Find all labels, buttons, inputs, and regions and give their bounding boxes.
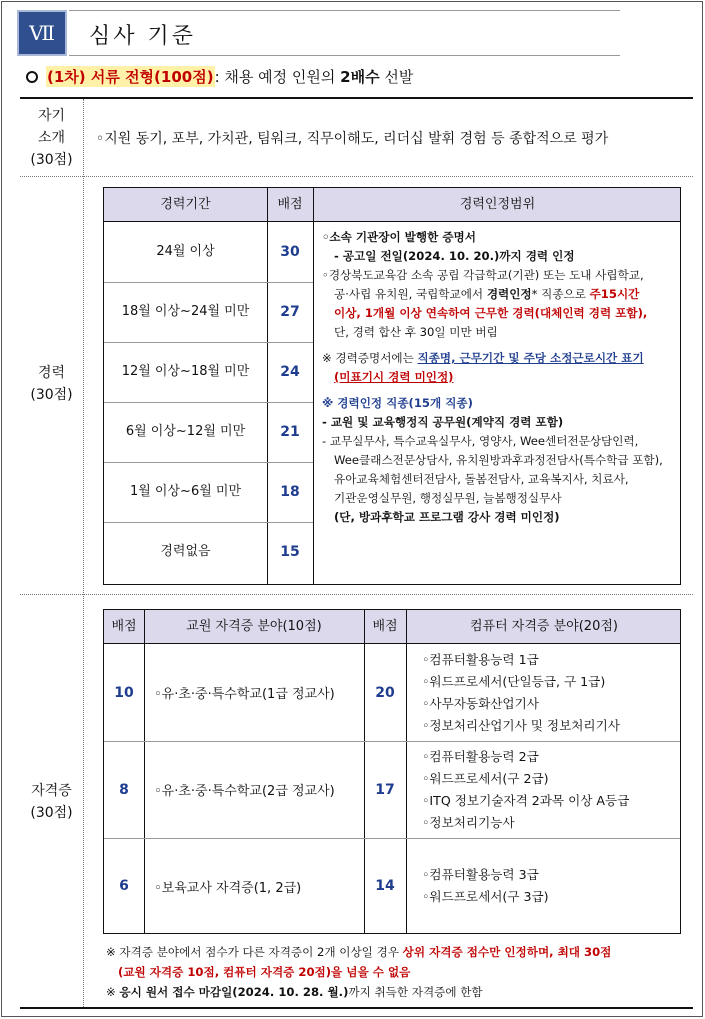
section-title: 심사 기준 bbox=[89, 24, 197, 49]
section-number-badge: Ⅶ bbox=[17, 10, 67, 56]
computer-cert-list bbox=[406, 644, 682, 741]
row-label-cert bbox=[20, 780, 83, 824]
range-fragment: 공·사립 유치원, 국립학교에서 bbox=[334, 287, 487, 301]
list-item: ◦ITQ 정보기술자격 2과목 이상 A등급 bbox=[422, 792, 630, 808]
range-line: - 공고일 전일(2024. 10. 20.)까지 경력 인정 bbox=[334, 249, 575, 263]
list-item: ◦사무자동화산업기사 bbox=[422, 695, 539, 711]
list-item: ◦정보처리산업기사 및 정보처리기사 bbox=[422, 717, 620, 733]
range-line: 기관운영실무원, 행정실무원, 늘봄행정실무사 bbox=[334, 491, 562, 505]
computer-points-cell: 14 bbox=[375, 878, 395, 894]
period-cell: 24월 이상 bbox=[156, 244, 215, 259]
range-line: 이상, 1개월 이상 연속하여 근무한 경력(대체인력 경력 포함), bbox=[334, 306, 648, 320]
row-label-career-1: 경력 bbox=[37, 365, 66, 381]
career-table-header bbox=[104, 188, 680, 222]
period-cell: 1월 이상~6월 미만 bbox=[129, 484, 242, 499]
list-item: ◦컴퓨터활용능력 3급 bbox=[422, 867, 539, 882]
note-fragment: ※ bbox=[106, 985, 120, 999]
header-rule-top bbox=[69, 10, 620, 11]
range-line: (단, 방과후학교 프로그램 강사 경력 미인정) bbox=[334, 510, 560, 524]
range-fragment: 주15시간 bbox=[589, 287, 640, 301]
list-item: ◦워드프로세서(구 2급) bbox=[422, 770, 549, 786]
note-line: (교원 자격증 10점, 컴퓨터 자격증 20점)을 넘을 수 없음 bbox=[118, 965, 411, 979]
headline-emphasis: 2배수 bbox=[340, 68, 380, 86]
teacher-points-cell: 8 bbox=[119, 781, 129, 798]
header-computer-cert: 컴퓨터 자격증 분야(20점) bbox=[470, 619, 618, 634]
teacher-points-cell: 10 bbox=[114, 684, 134, 701]
range-line bbox=[322, 349, 678, 368]
header-points: 배점 bbox=[277, 197, 303, 212]
range-line: ※ 경력인정 직종(15개 직종) bbox=[322, 396, 473, 410]
note-fragment: ※ 자격증 분야에서 점수가 다른 자격증이 2개 이상일 경우 bbox=[106, 945, 403, 959]
header-range: 경력인정범위 bbox=[459, 197, 536, 212]
row-label-intro-1: 자기 bbox=[37, 108, 66, 124]
note-line bbox=[106, 982, 611, 1002]
criteria-table bbox=[20, 97, 693, 1009]
row-label-intro bbox=[20, 105, 83, 171]
computer-cert-list bbox=[406, 741, 682, 838]
list-item: ◦정보처리기능사 bbox=[422, 814, 515, 830]
table-row bbox=[104, 342, 313, 402]
range-line: - 교원 및 교육행정직 공무원(계약직 경력 포함) bbox=[322, 415, 564, 429]
points-cell: 30 bbox=[280, 244, 300, 260]
header-points-teacher: 배점 bbox=[111, 619, 137, 634]
headline-text: 채용 예정 인원의 bbox=[219, 68, 341, 86]
points-cell: 15 bbox=[280, 544, 300, 560]
note-fragment: 까지 취득한 자격증에 한함 bbox=[348, 985, 483, 999]
row-label-cert-1: 자격증 bbox=[31, 783, 72, 799]
range-fragment: ※ 경력증명서에는 bbox=[322, 351, 418, 365]
range-line bbox=[322, 285, 678, 304]
stage-label: (1차) 서류 전형(100점) bbox=[47, 68, 214, 86]
row-label-intro-2: 소개 bbox=[37, 130, 66, 146]
circle-bullet-icon bbox=[26, 71, 38, 83]
teacher-cert-cell: ◦유·초·중·특수학교(1급 정교사) bbox=[154, 687, 335, 702]
list-item: ◦컴퓨터활용능력 1급 bbox=[422, 651, 539, 667]
table-row bbox=[104, 462, 313, 522]
headline-colon: : bbox=[214, 67, 220, 86]
row-label-intro-3: (30점) bbox=[30, 152, 73, 168]
career-col-divider-2 bbox=[313, 188, 314, 584]
range-fragment: 직종명, 근무기간 및 주당 소정근로시간 표기 bbox=[417, 351, 644, 365]
computer-points-cell: 17 bbox=[375, 781, 395, 798]
table-row bbox=[104, 402, 313, 462]
headline-text-2: 선발 bbox=[379, 68, 414, 86]
list-item: ◦워드프로세서(단일등급, 구 1급) bbox=[422, 673, 606, 689]
row-label-career bbox=[20, 362, 83, 406]
teacher-cert-cell: ◦보육교사 자격증(1, 2급) bbox=[154, 880, 302, 896]
header-rule-bottom bbox=[69, 55, 620, 56]
range-line: - 교무실무사, 특수교육실무사, 영양사, Wee센터전문상담인력, bbox=[322, 434, 639, 448]
range-line: Wee클래스전문상담사, 유치원방과후과정전담사(특수학급 포함), bbox=[334, 453, 663, 467]
period-cell: 12월 이상~18월 미만 bbox=[121, 364, 250, 379]
range-line: 단, 경력 합산 후 30일 미만 버림 bbox=[334, 325, 498, 339]
list-item: ◦컴퓨터활용능력 2급 bbox=[422, 748, 539, 764]
label-column-divider bbox=[83, 99, 84, 1007]
headline bbox=[26, 66, 413, 87]
points-cell: 24 bbox=[280, 364, 300, 380]
cert-table bbox=[103, 609, 681, 934]
row-divider-1 bbox=[20, 176, 693, 177]
note-fragment: 응시 원서 접수 마감일(2024. 10. 28. 월.) bbox=[119, 985, 349, 999]
cert-table-header bbox=[104, 610, 680, 644]
range-line: ◦경상북도교육감 소속 공립 각급학교(기관) 또는 도내 사립학교, bbox=[322, 268, 644, 282]
table-row bbox=[104, 282, 313, 342]
range-fragment: * 직종으로 bbox=[531, 287, 590, 301]
row-label-cert-2: (30점) bbox=[30, 805, 73, 821]
period-cell: 18월 이상~24월 미만 bbox=[121, 304, 250, 319]
section-header bbox=[17, 10, 620, 56]
teacher-cert-cell: ◦유·초·중·특수학교(2급 정교사) bbox=[154, 784, 335, 799]
range-line: ◦소속 기관장이 발행한 증명서 bbox=[322, 230, 476, 244]
cert-notes bbox=[106, 942, 611, 1002]
points-cell: 21 bbox=[280, 424, 300, 440]
career-range-content bbox=[322, 228, 678, 527]
teacher-points-cell: 6 bbox=[119, 878, 129, 894]
note-fragment: 상위 자격증 점수만 인정하며, 최대 30점 bbox=[402, 945, 612, 959]
row-label-career-2: (30점) bbox=[30, 387, 73, 403]
period-cell: 경력없음 bbox=[160, 544, 211, 559]
header-teacher-cert: 교원 자격증 분야(10점) bbox=[186, 619, 322, 634]
list-item: ◦워드프로세서(구 3급) bbox=[422, 889, 549, 904]
table-row bbox=[104, 522, 313, 582]
row-divider-2 bbox=[20, 594, 693, 595]
table-row bbox=[104, 222, 313, 282]
computer-points-cell: 20 bbox=[375, 684, 395, 701]
computer-cert-list bbox=[406, 838, 682, 934]
career-table bbox=[103, 187, 681, 585]
range-line: 유아교육체험센터전담사, 돌봄전담사, 교육복지사, 치료사, bbox=[334, 472, 629, 486]
header-points-computer: 배점 bbox=[372, 619, 398, 634]
note-line bbox=[106, 942, 611, 962]
range-fragment: 경력인정 bbox=[486, 287, 532, 301]
points-cell: 27 bbox=[280, 304, 300, 320]
points-cell: 18 bbox=[280, 484, 300, 500]
range-line: (미표기시 경력 미인정) bbox=[334, 370, 454, 384]
header-period: 경력기간 bbox=[160, 197, 211, 212]
intro-content: ◦지원 동기, 포부, 가치관, 팀워크, 직무이해도, 리더십 발휘 경험 등 종합적으로 평가 bbox=[96, 131, 609, 147]
period-cell: 6월 이상~12월 미만 bbox=[125, 424, 246, 439]
